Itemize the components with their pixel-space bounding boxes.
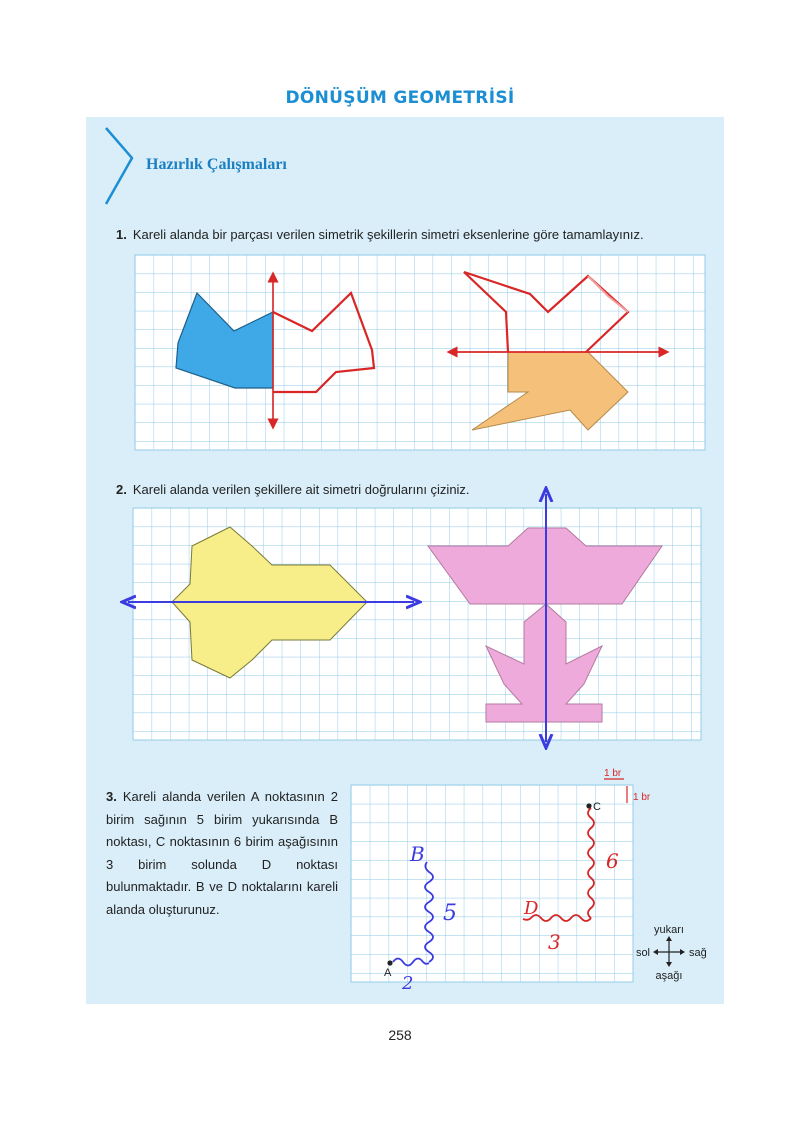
compass-left-label: sol — [635, 947, 650, 959]
grid-question-3 — [351, 785, 633, 982]
compass-up-label: yukarı — [654, 924, 684, 936]
handwritten-5-label: 5 — [443, 901, 457, 926]
point-a — [387, 960, 392, 965]
handwritten-d-label: D — [524, 898, 539, 919]
compass-right-label: sağ — [689, 947, 707, 959]
handwritten-3-label: 3 — [548, 930, 561, 954]
unit-label-vertical: 1 br — [633, 792, 651, 803]
question-2-text: Kareli alanda verilen şekillere ait simetri doğrularını çiziniz. — [132, 482, 470, 497]
unit-label-horizontal: 1 br — [604, 768, 622, 779]
page-title: DÖNÜŞÜM GEOMETRİSİ — [285, 88, 515, 108]
compass-down-label: aşağı — [655, 970, 683, 982]
section-title: Hazırlık Çalışmaları — [146, 156, 287, 173]
question-1-number: 1. — [116, 227, 127, 242]
page-number: 258 — [388, 1027, 412, 1043]
point-c-label: C — [593, 801, 601, 813]
handwritten-2-label: 2 — [402, 973, 414, 994]
compass-cross-icon — [653, 936, 685, 967]
handwritten-b-label: B — [410, 842, 425, 866]
point-a-label: A — [384, 967, 392, 979]
question-3-text: Kareli alanda verilen A noktasının 2 birim sağının 5 birim yukarısında B noktası, C noktasının 6 birim aşağısının 3 birim solunda D noktası bulunmaktadır. B ve D noktalarını kareli alanda oluşturunuz. — [106, 789, 338, 917]
question-1-text: Kareli alanda bir parçası verilen simetrik şekillerin simetri eksenlerine göre tamamlayınız. — [132, 227, 644, 242]
question-3-number: 3. — [106, 789, 117, 804]
handwritten-6-label: 6 — [606, 849, 619, 873]
question-2-number: 2. — [116, 482, 127, 497]
